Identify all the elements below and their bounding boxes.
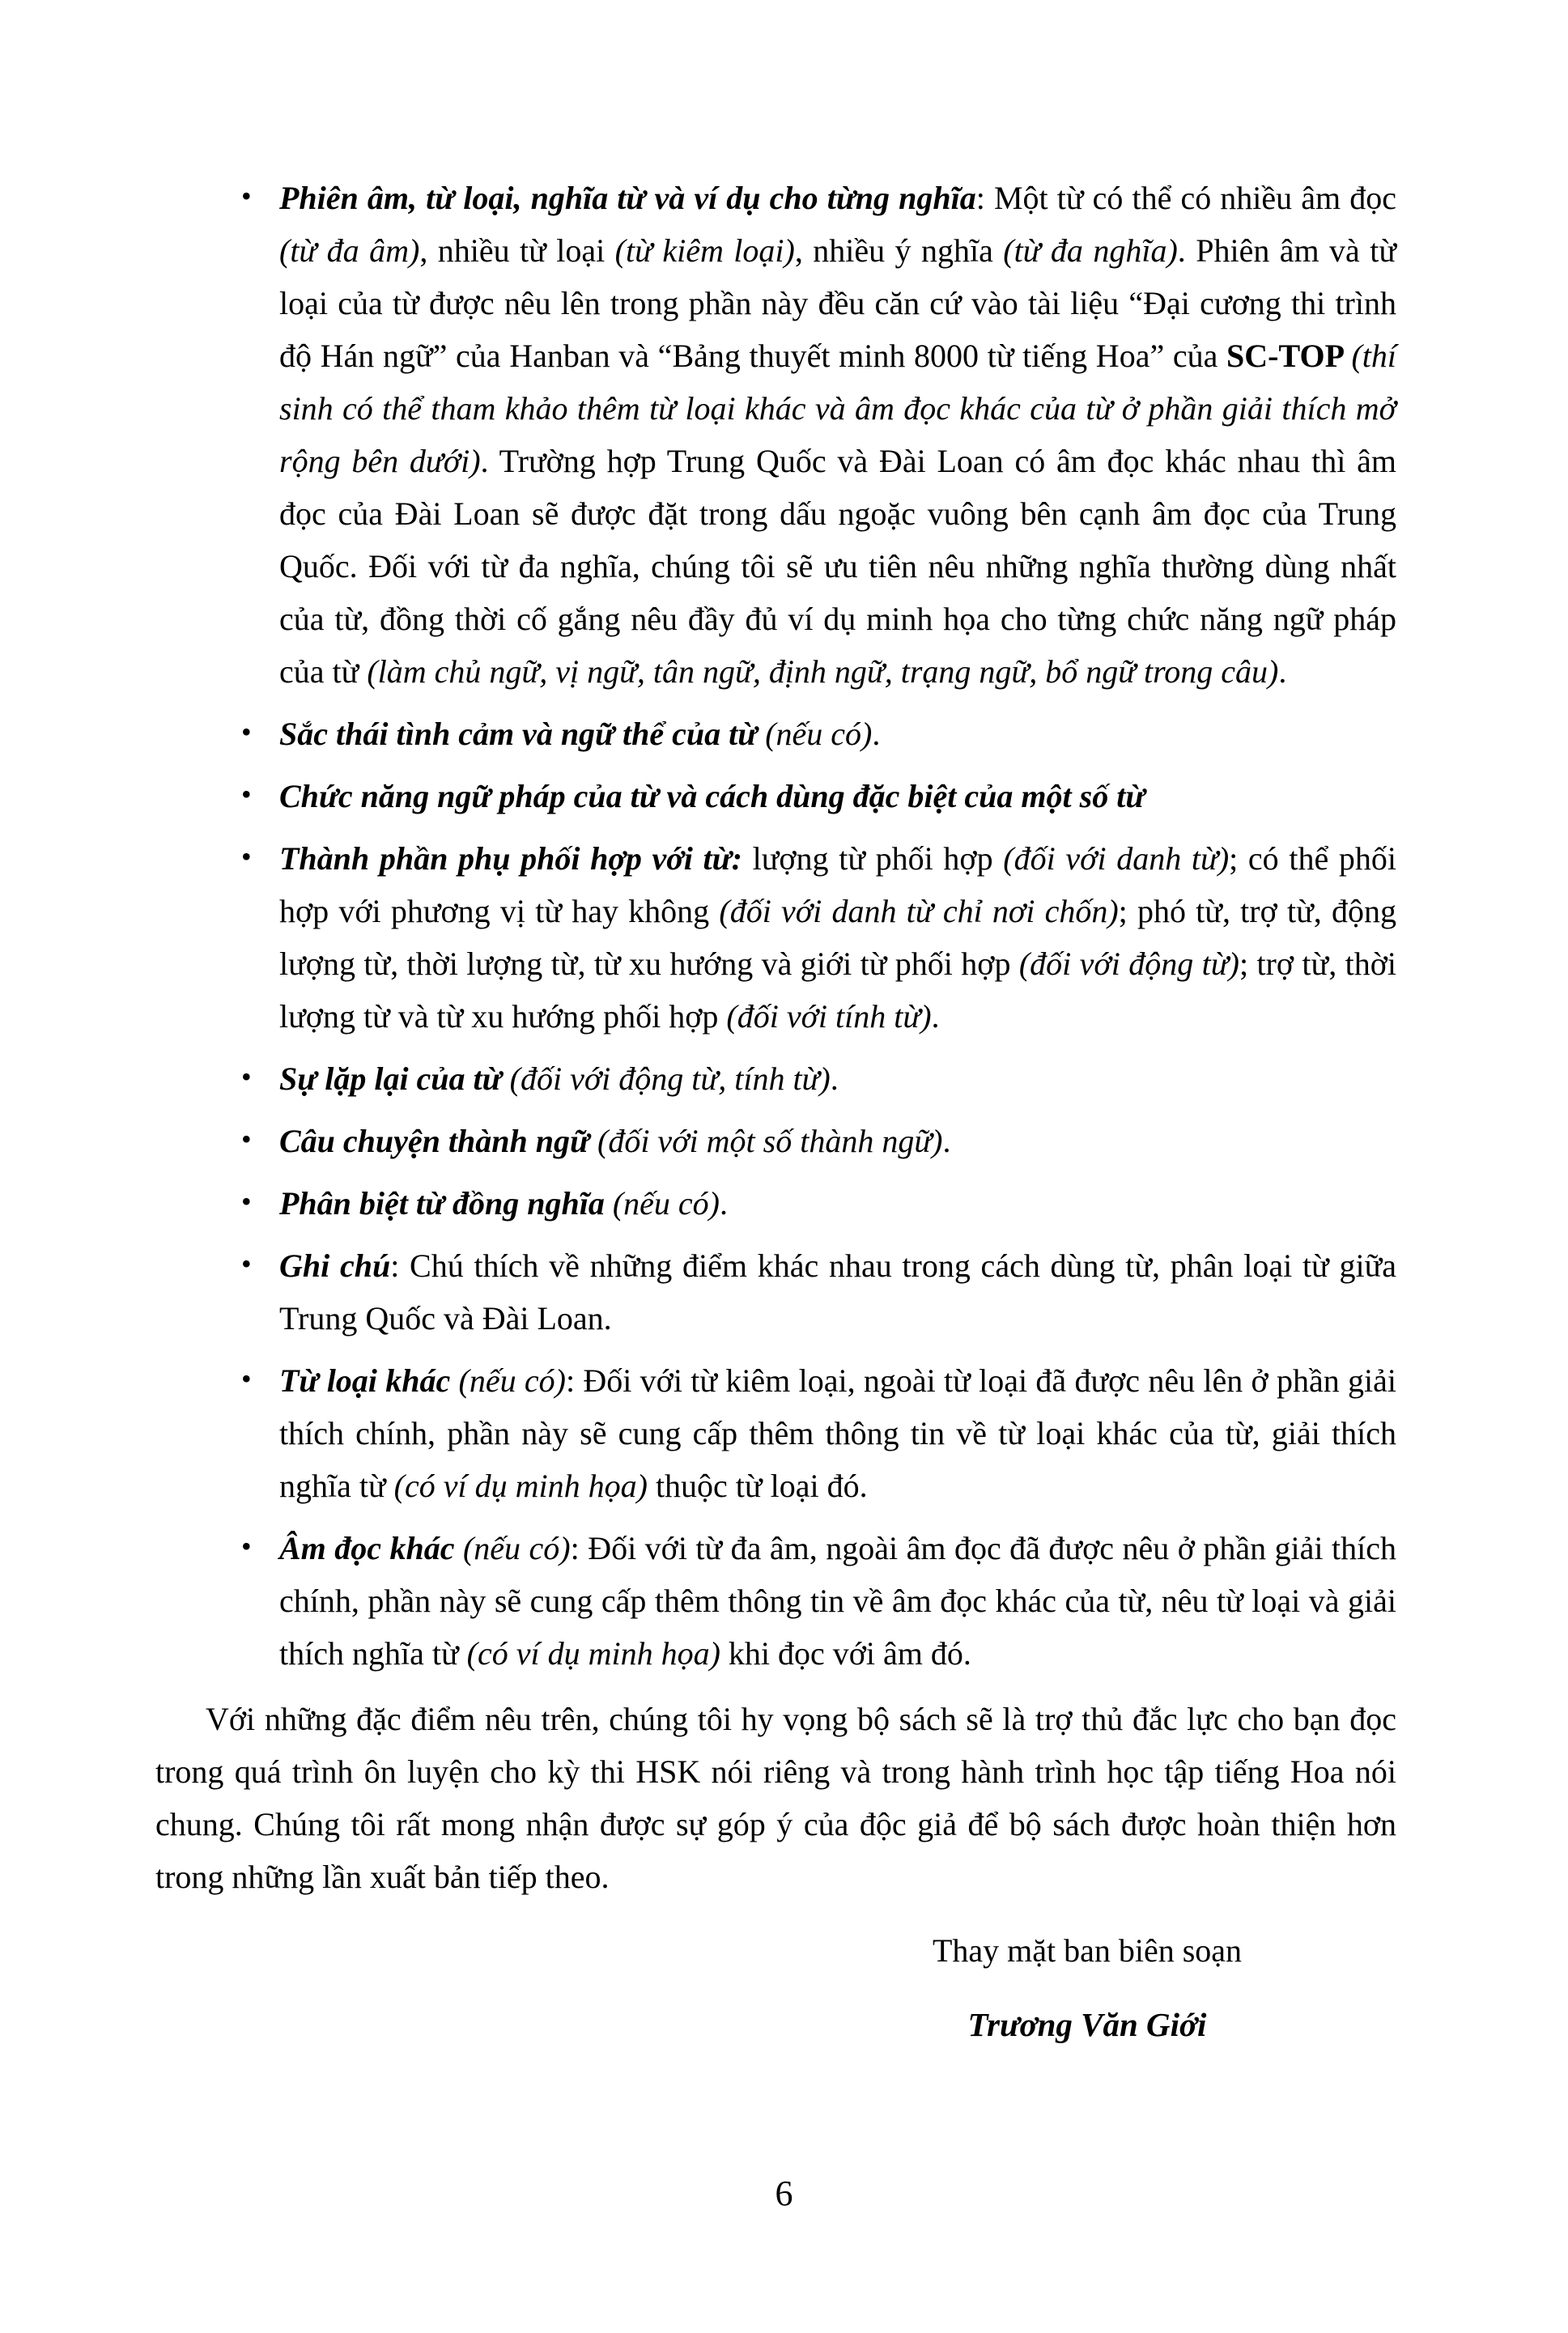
text-run: , nhiều từ loại [419,232,615,269]
bullet-icon: • [241,778,252,810]
list-item [155,770,1396,822]
list-item [155,1522,1396,1680]
signature-block [804,1924,1370,2051]
bullet-icon: • [241,1247,252,1280]
text-run: ; trợ từ, thời lượng từ và từ xu hướng phối hợp [279,946,1397,1035]
text-run: : Chú thích về những điểm khác nhau trong cách dùng từ, phân loại từ giữa Trung Quốc và Đài Loan. [279,1247,1396,1336]
text-run: (đối với danh từ) [1003,840,1230,877]
text-run: lượng từ phối hợp [742,840,1004,877]
text-run: (có ví dụ minh họa) [466,1635,720,1672]
text-run: Sự lặp lại của từ [279,1060,510,1097]
text-run: (làm chủ ngữ, vị ngữ, tân ngữ, định ngữ, trạng ngữ, bổ ngữ trong câu) [367,653,1279,690]
closing-paragraph: Với những đặc điểm nêu trên, chúng tôi hy vọng bộ sách sẽ là trợ thủ đắc lực cho bạn đọc trong quá trình ôn luyện cho kỳ thi HSK nói riêng và trong hành trình học tập tiếng Hoa nói chung. Chúng tôi rất mong nhận được sự góp ý của độc giả để bộ sách được hoàn thiện hơn trong những lần xuất bản tiếp theo. [155,1701,1396,1895]
text-run: . [830,1060,839,1097]
text-run: (thí sinh có thể tham khảo thêm từ loại khác và âm đọc khác của từ ở phần giải thích mở rộng bên dưới) [279,338,1397,479]
bullet-icon: • [241,1362,252,1395]
list-item [155,172,1396,698]
bullet-icon: • [241,1530,252,1562]
text-run: Phân biệt từ đồng nghĩa [279,1185,613,1222]
text-run: (đối với động từ) [1018,946,1239,982]
text-run: (đối với động từ, tính từ) [509,1060,831,1097]
text-run: ; có thể phối hợp với phương vị từ hay không [279,840,1396,929]
text-run: . [872,716,881,752]
text-run: (nếu có) [612,1185,720,1222]
signature-name: Trương Văn Giới [967,2006,1207,2043]
text-run: Âm đọc khác [279,1530,463,1566]
signature-role: Thay mặt ban biên soạn [932,1932,1243,1969]
text-run: Sắc thái tình cảm và ngữ thể của từ [279,716,766,752]
text-run: (nếu có) [458,1362,566,1399]
text-run: : Đối với từ kiêm loại, ngoài từ loại đã được nêu lên ở phần giải thích chính, phần này sẽ cung cấp thêm thông tin về từ loại khác của từ, giải thích nghĩa từ [279,1362,1397,1504]
page-number: 6 [775,2174,793,2213]
text-run: (từ đa nghĩa) [1003,232,1178,269]
text-run: khi đọc với âm đó. [720,1635,971,1672]
text-run: Phiên âm, từ loại, nghĩa từ và ví dụ cho từng nghĩa [279,180,976,216]
text-run: (có ví dụ minh họa) [393,1468,648,1504]
bullet-icon: • [241,716,252,748]
text-run: thuộc từ loại đó. [647,1468,868,1504]
text-run: : Một từ có thể có nhiều âm đọc [975,180,1396,216]
list-item [155,1052,1396,1105]
bullet-icon: • [241,1123,252,1155]
bullet-icon: • [241,1060,252,1093]
text-run: ; phó từ, trợ từ, động lượng từ, thời lượng từ, từ xu hướng và giới từ phối hợp [279,893,1396,982]
list-item [155,1354,1396,1512]
text-run: . Trường hợp Trung Quốc và Đài Loan có âm đọc khác nhau thì âm đọc của Đài Loan sẽ được đặt trong dấu ngoặc vuông bên cạnh âm đọc của Trung Quốc. Đối với từ đa nghĩa, chúng tôi sẽ ưu tiên nêu những nghĩa thường dùng nhất của từ, đồng thời cố gắng nêu đầy đủ ví dụ minh họa cho từng chức năng ngữ pháp của từ [279,443,1396,690]
bullet-icon: • [241,180,252,212]
list-item [155,1177,1396,1230]
text-run: : Đối với từ đa âm, ngoài âm đọc đã được nêu ở phần giải thích chính, phần này sẽ cung cấp thêm thông tin về âm đọc khác của từ, nêu từ loại và giải thích nghĩa từ [279,1530,1396,1672]
text-run: Câu chuyện thành ngữ [279,1123,597,1159]
text-run: . Phiên âm và từ loại của từ được nêu lên trong phần này đều căn cứ vào tài liệu “Đại cương thi trình độ Hán ngữ” của Hanban và “Bảng thuyết minh 8000 từ tiếng Hoa” của [279,232,1397,374]
bullet-list [155,172,1396,1680]
text-run: (nếu có) [765,716,873,752]
list-item [155,708,1396,760]
text-run: Chức năng ngữ pháp của từ và cách dùng đặc biệt của một số từ [279,778,1145,814]
bullet-icon: • [241,840,252,873]
text-run: (từ đa âm) [279,232,420,269]
text-run: (từ kiêm loại) [614,232,795,269]
text-run: (đối với một số thành ngữ) [597,1123,943,1159]
list-item [155,832,1396,1043]
text-run: . [942,1123,951,1159]
text-run: . [931,998,940,1035]
list-item [155,1239,1396,1345]
text-run: (đối với tính từ) [726,998,932,1035]
list-item [155,1115,1396,1167]
text-run: Từ loại khác [279,1362,459,1399]
text-run: (nếu có) [462,1530,571,1566]
text-run: . [1278,653,1287,690]
text-run: (đối với danh từ chỉ nơi chốn) [719,893,1119,929]
bullet-icon: • [241,1185,252,1217]
text-run: SC-TOP [1226,338,1352,374]
text-run: Ghi chú [279,1247,391,1284]
text-run: . [720,1185,728,1222]
text-run: , nhiều ý nghĩa [794,232,1004,269]
text-run: Thành phần phụ phối hợp với từ: [279,840,742,877]
